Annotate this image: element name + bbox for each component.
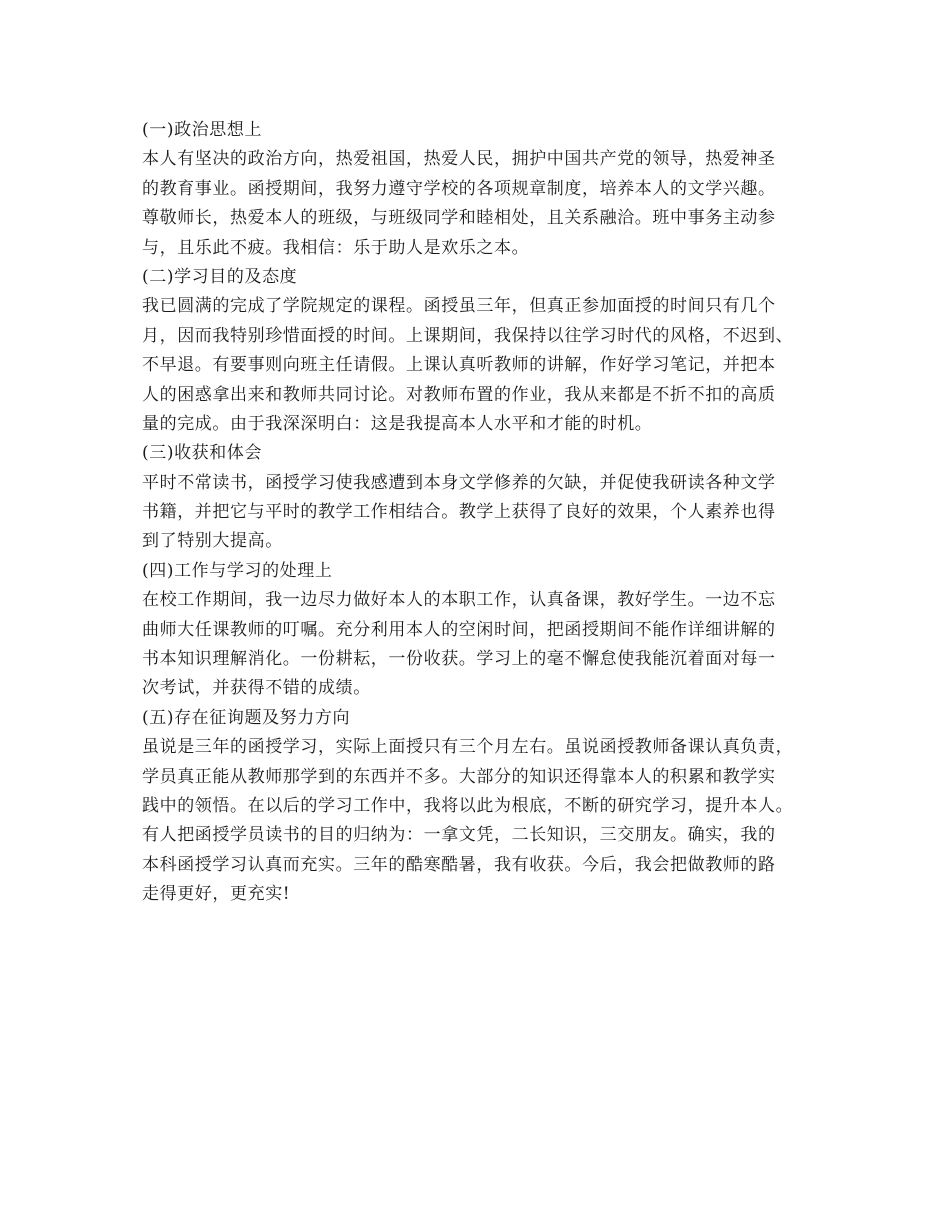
paragraph-line: 有人把函授学员读书的目的归纳为：一拿文凭，二长知识，三交朋友。确实，我的 <box>142 825 776 846</box>
paragraph-line: 到了特别大提高。 <box>142 531 283 552</box>
paragraph-line: 书籍，并把它与平时的教学工作相结合。教学上获得了良好的效果，个人素养也得 <box>142 502 776 523</box>
paragraph-line: 在校工作期间，我一边尽力做好本人的本职工作，认真备课，教好学生。一边不忘 <box>142 590 776 611</box>
paragraph-line: 次考试，并获得不错的成绩。 <box>142 678 371 699</box>
heading-study-goals: (二)学习目的及态度 <box>142 266 298 287</box>
paragraph-line: 学员真正能从教师那学到的东西并不多。大部分的知识还得靠本人的积累和教学实 <box>142 766 776 787</box>
paragraph-line: 人的困惑拿出来和教师共同讨论。对教师布置的作业，我从来都是不折不扣的高质 <box>142 384 776 405</box>
paragraph-line: 不早退。有要事则向班主任请假。上课认真听教师的讲解，作好学习笔记，并把本 <box>142 355 776 376</box>
paragraph-line: 虽说是三年的函授学习，实际上面授只有三个月左右。虽说函授教师备课认真负责， <box>142 737 794 758</box>
heading-work-study: (四)工作与学习的处理上 <box>142 560 333 581</box>
paragraph-line: 尊敬师长，热爱本人的班级，与班级同学和睦相处，且关系融洽。班中事务主动参 <box>142 208 776 229</box>
heading-problems: (五)存在征询题及努力方向 <box>142 707 351 728</box>
paragraph-line: 的教育事业。函授期间，我努力遵守学校的各项规章制度，培养本人的文学兴趣。 <box>142 178 776 199</box>
paragraph-line: 走得更好，更充实! <box>142 884 291 905</box>
heading-gains: (三)收获和体会 <box>142 443 263 464</box>
heading-political: (一)政治思想上 <box>142 120 263 140</box>
document-page <box>142 116 822 910</box>
paragraph-line: 本人有坚决的政治方向，热爱祖国，热爱人民，拥护中国共产党的领导，热爱神圣 <box>142 149 776 170</box>
paragraph-line: 量的完成。由于我深深明白：这是我提高本人水平和才能的时机。 <box>142 413 653 434</box>
paragraph-line: 本科函授学习认真而充实。三年的酷寒酷暑，我有收获。今后，我会把做教师的路 <box>142 854 776 875</box>
paragraph-line: 平时不常读书，函授学习使我感遭到本身文学修养的欠缺，并促使我研读各种文学 <box>142 472 776 493</box>
paragraph-line: 践中的领悟。在以后的学习工作中，我将以此为根底，不断的研究学习，提升本人。 <box>142 795 794 816</box>
paragraph-line: 我已圆满的完成了学院规定的课程。函授虽三年，但真正参加面授的时间只有几个 <box>142 296 776 317</box>
paragraph-line: 书本知识理解消化。一份耕耘，一份收获。学习上的毫不懈怠使我能沉着面对每一 <box>142 649 776 670</box>
paragraph-line: 与，且乐此不疲。我相信：乐于助人是欢乐之本。 <box>142 237 530 258</box>
paragraph-line: 月，因而我特别珍惜面授的时间。上课期间，我保持以往学习时代的风格，不迟到、 <box>142 325 794 346</box>
paragraph-line: 曲师大任课教师的叮嘱。充分利用本人的空闲时间，把函授期间不能作详细讲解的 <box>142 619 776 640</box>
